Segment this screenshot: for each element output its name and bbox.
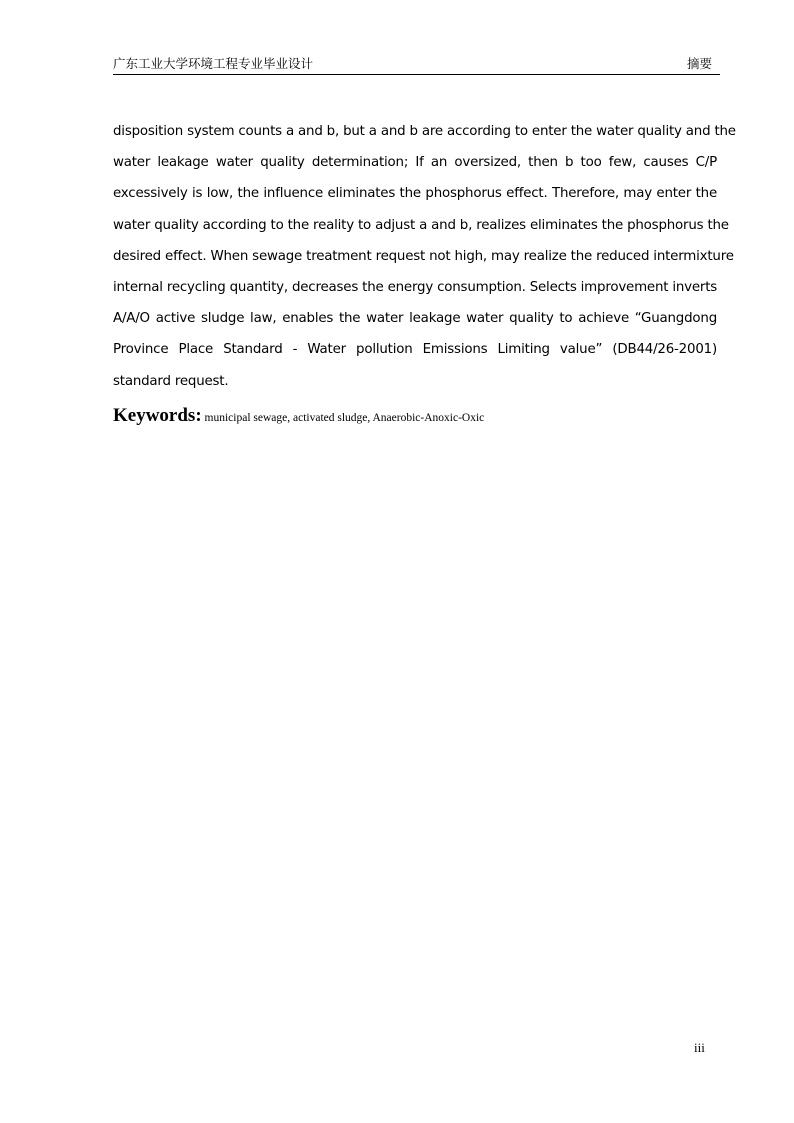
keywords-label: Keywords: xyxy=(113,405,202,426)
page-number: iii xyxy=(694,1040,705,1055)
abstract-line: internal recycling quantity, decreases the energy consumption. Selects improvement inverts xyxy=(113,279,718,295)
header-section-title: 摘要 xyxy=(686,56,712,71)
abstract-line: standard request. xyxy=(113,373,229,389)
keywords-value: municipal sewage, activated sludge, Anaerobic-Anoxic-Oxic xyxy=(201,412,485,424)
keywords-line xyxy=(113,404,484,430)
abstract-line: desired effect. When sewage treatment request not high, may realize the reduced intermixture xyxy=(113,248,734,264)
abstract-line: disposition system counts a and b, but a and b are according to enter the water quality and the xyxy=(113,124,736,139)
abstract-line: water quality according to the reality to adjust a and b, realizes eliminates the phosphorus the xyxy=(113,217,729,233)
abstract-line: water leakage water quality determination; If an oversized, then b too few, causes C/P xyxy=(113,155,717,171)
abstract-line: Province Place Standard - Water pollution Emissions Limiting value” (DB44/26-2001) xyxy=(113,342,717,358)
abstract-line: excessively is low, the influence eliminates the phosphorus effect. Therefore, may enter the xyxy=(113,186,717,202)
abstract-paragraph xyxy=(113,116,736,397)
abstract-line: A/A/O active sludge law, enables the water leakage water quality to achieve “Guangdong xyxy=(113,311,717,327)
header-document-title: 广东工业大学环境工程专业毕业设计 xyxy=(113,56,314,71)
page-header xyxy=(113,55,720,75)
